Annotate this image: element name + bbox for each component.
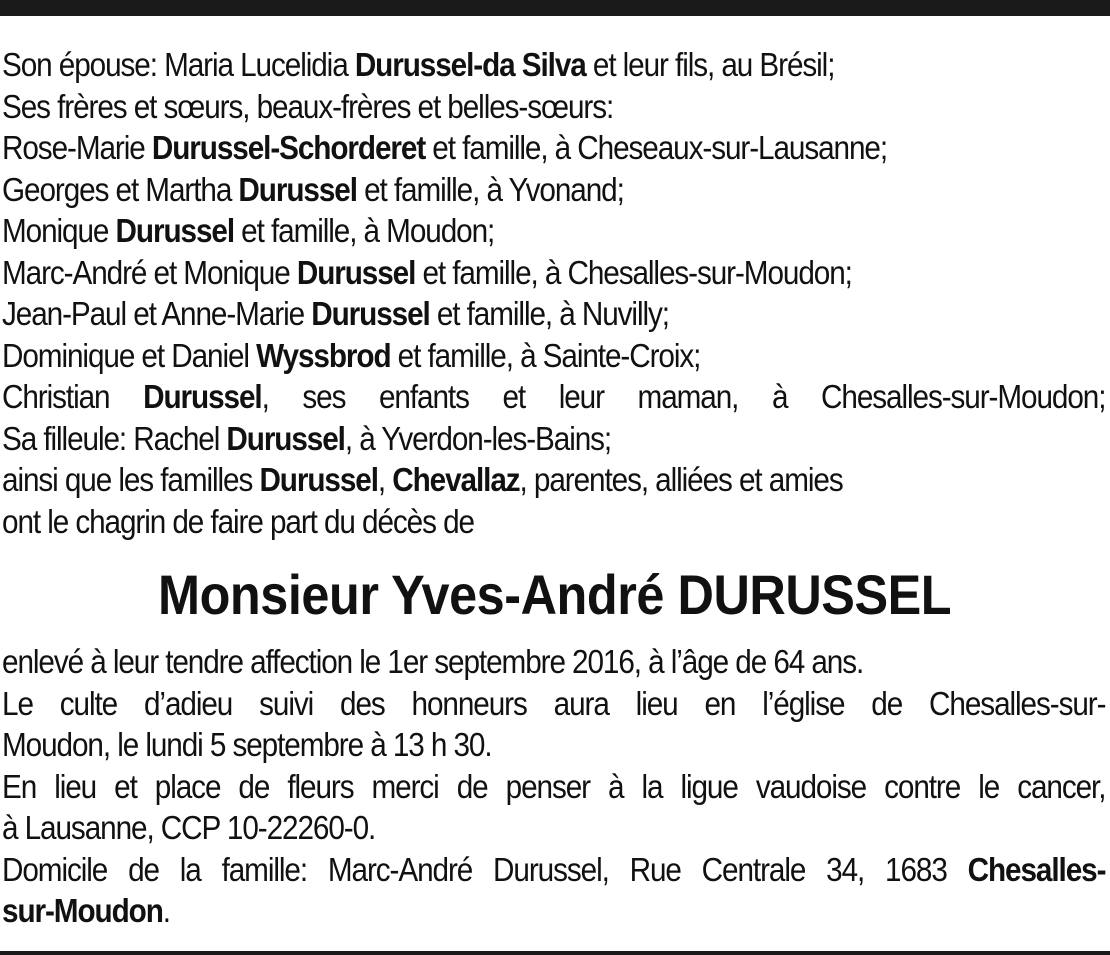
service-details: [2, 641, 1105, 932]
text-line: [2, 335, 1105, 377]
bold-name: Durussel: [311, 295, 430, 332]
bold-name: Wyssbrod: [256, 336, 391, 374]
text-line: [2, 293, 1105, 335]
text-run: et famille, à Yvonand;: [356, 170, 624, 208]
text-line: [2, 724, 1105, 766]
text-run: Georges et Martha: [2, 170, 239, 208]
text-run: , à Yverdon-les-Bains;: [344, 419, 612, 457]
text-line: [2, 210, 1105, 252]
text-line: [2, 641, 1105, 683]
text-run: ont le chagrin de faire part du décès de: [2, 502, 474, 540]
text-run: Marc-André et Monique: [2, 253, 297, 291]
text-line: [2, 169, 1105, 211]
text-run: et famille, à Chesalles-sur-Moudon;: [415, 253, 852, 291]
bold-name: Durussel: [115, 212, 235, 249]
text-line: [2, 418, 1105, 460]
text-run: Sa filleule: Rachel: [2, 419, 227, 457]
text-run: Christian: [2, 378, 144, 415]
text-run: et famille, à Nuvilly;: [429, 295, 669, 332]
deceased-name: Monsieur Yves-André DURUSSEL: [158, 563, 952, 626]
bold-name: sur-Moudon: [2, 892, 163, 929]
bold-name: Durussel: [226, 419, 345, 457]
text-line: [2, 849, 1105, 891]
top-rule: [0, 0, 1110, 16]
text-run: Le culte d’adieu suivi des honneurs aura lieu en l’église de Chesalles-sur-: [2, 684, 1106, 722]
text-run: , parentes, alliées et amies: [519, 461, 843, 498]
text-run: Dominique et Daniel: [2, 336, 257, 374]
text-line: [2, 766, 1105, 808]
text-run: ,: [377, 461, 393, 498]
text-line: [2, 44, 1105, 86]
bold-name: Durussel: [143, 378, 262, 415]
text-run: Jean-Paul et Anne-Marie: [2, 295, 312, 332]
bold-name: Durussel-da Silva: [354, 46, 586, 83]
text-run: à Lausanne, CCP 10-22260-0.: [2, 809, 376, 846]
text-run: ainsi que les familles: [2, 461, 260, 498]
text-run: et leur fils, au Brésil;: [585, 46, 835, 83]
text-run: , ses enfants et leur maman, à Chesalles-sur-Moudon;: [261, 378, 1106, 415]
text-line: [2, 890, 1105, 932]
text-run: et famille, à Moudon;: [234, 212, 495, 249]
text-line: [2, 376, 1105, 418]
text-line: [2, 252, 1105, 294]
bold-name: Chevallaz: [392, 461, 520, 498]
text-run: et famille, à Sainte-Croix;: [390, 336, 701, 374]
bold-name: Chesalles-: [967, 850, 1106, 888]
text-line: [2, 127, 1105, 169]
text-run: .: [162, 892, 170, 929]
text-line: [2, 807, 1105, 849]
text-run: En lieu et place de fleurs merci de penser à la ligue vaudoise contre le cancer,: [2, 767, 1106, 805]
text-run: Son épouse: Maria Lucelidia: [2, 46, 355, 83]
text-run: et famille, à Cheseaux-sur-Lausanne;: [425, 129, 888, 166]
text-line: [2, 501, 1105, 543]
text-run: Ses frères et sœurs, beaux-frères et belles-sœurs:: [2, 87, 614, 125]
bold-name: Durussel-Schorderet: [151, 129, 426, 166]
bold-name: Durussel: [238, 170, 357, 208]
mourners-list: [2, 44, 1105, 542]
text-line: [2, 459, 1105, 501]
text-line: [2, 86, 1105, 128]
text-run: Rose-Marie: [2, 129, 152, 166]
bold-name: Durussel: [259, 461, 378, 498]
bottom-rule: [0, 951, 1110, 955]
text-run: enlevé à leur tendre affection le 1er septembre 2016, à l’âge de 64 ans.: [2, 643, 864, 680]
bold-name: Durussel: [296, 253, 416, 291]
text-run: Moudon, le lundi 5 septembre à 13 h 30.: [2, 726, 492, 763]
text-line: [2, 683, 1105, 725]
text-run: Domicile de la famille: Marc-André Durussel, Rue Centrale 34, 1683: [2, 850, 968, 888]
text-run: Monique: [2, 212, 116, 249]
